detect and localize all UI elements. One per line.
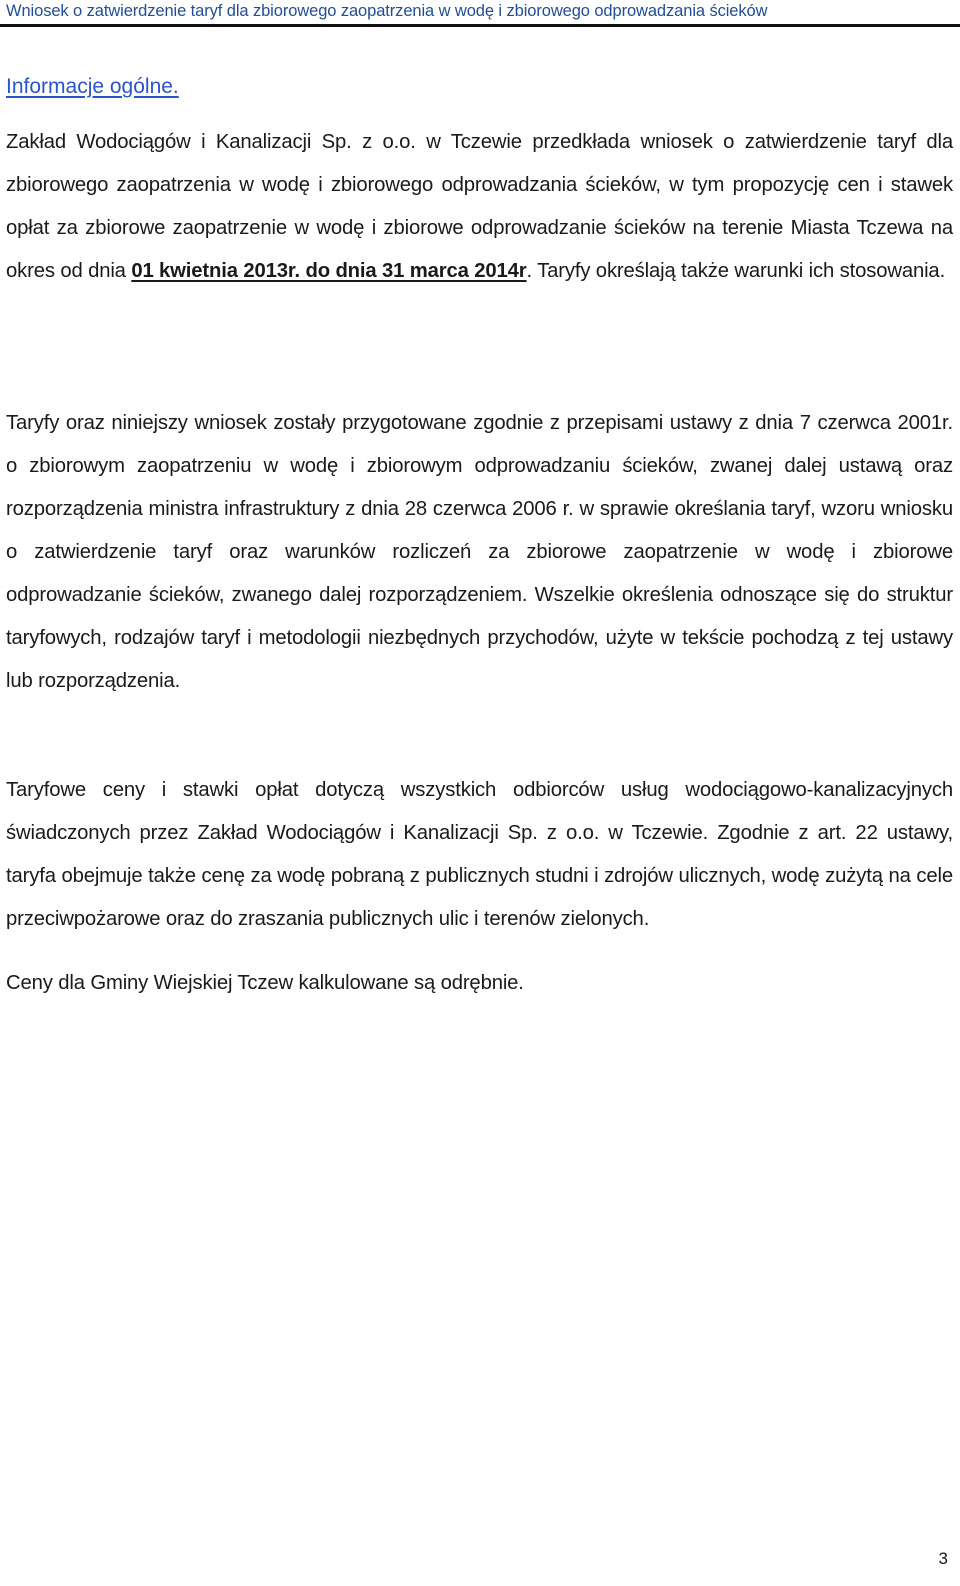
paragraph-intro bbox=[6, 121, 953, 293]
tariff-period-dates: 01 kwietnia 2013r. do dnia 31 marca 2014r bbox=[131, 260, 527, 282]
paragraph-intro-tail: . Taryfy określają także warunki ich stosowania. bbox=[526, 260, 946, 282]
paragraph-scope: Taryfowe ceny i stawki opłat dotyczą wszystkich odbiorców usług wodociągowo-kanalizacyjnych świadczonych przez Zakład Wodociągów i Kanalizacji Sp. z o.o. w Tczewie. Zgodnie z art. 22 ustawy, taryfa obejmuje także cenę za wodę pobraną z publicznych studni i zdrojów ulicznych, wodę zużytą na cele przeciwpożarowe oraz do zraszania publicznych ulic i terenów zielonych. bbox=[6, 779, 953, 930]
paragraph-intro-lead: Zakład Wodociągów i Kanalizacji Sp. z o.o. w Tczewie przedkłada wniosek o zatwierdzenie taryf dla zbiorowego zaopatrzenia w wodę i zbiorowego odprowadzania ścieków, w tym propozycję cen i stawek opłat za zbiorowe zaopatrzenie w wodę i zbiorowe odprowadzanie ścieków na terenie Miasta Tczewa na okres od dnia bbox=[6, 131, 953, 282]
section-title: Informacje ogólne. bbox=[6, 75, 179, 98]
paragraph-legal-basis: Taryfy oraz niniejszy wniosek zostały przygotowane zgodnie z przepisami ustawy z dnia 7 czerwca 2001r. o zbiorowym zaopatrzeniu w wodę i zbiorowym odprowadzaniu ścieków, zwanej dalej ustawą oraz rozporządzenia ministra infrastruktury z dnia 28 czerwca 2006 r. w sprawie określania taryf, wzoru wniosku o zatwierdzenie taryf oraz warunków rozliczeń za zbiorowe zaopatrzenie w wodę i zbiorowe odprowadzanie ścieków, zwanego dalej rozporządzeniem. Wszelkie określenia odnoszące się do struktur taryfowych, rodzajów taryf i metodologii niezbędnych przychodów, użyte w tekście pochodzą z tej ustawy lub rozporządzenia. bbox=[6, 412, 953, 692]
page-number: 3 bbox=[938, 1549, 948, 1568]
paragraph-rural-note: Ceny dla Gminy Wiejskiej Tczew kalkulowane są odrębnie. bbox=[6, 972, 524, 994]
document-header: Wniosek o zatwierdzenie taryf dla zbiorowego zaopatrzenia w wodę i zbiorowego odprowadzania ścieków bbox=[6, 2, 768, 20]
header-divider bbox=[0, 24, 960, 27]
